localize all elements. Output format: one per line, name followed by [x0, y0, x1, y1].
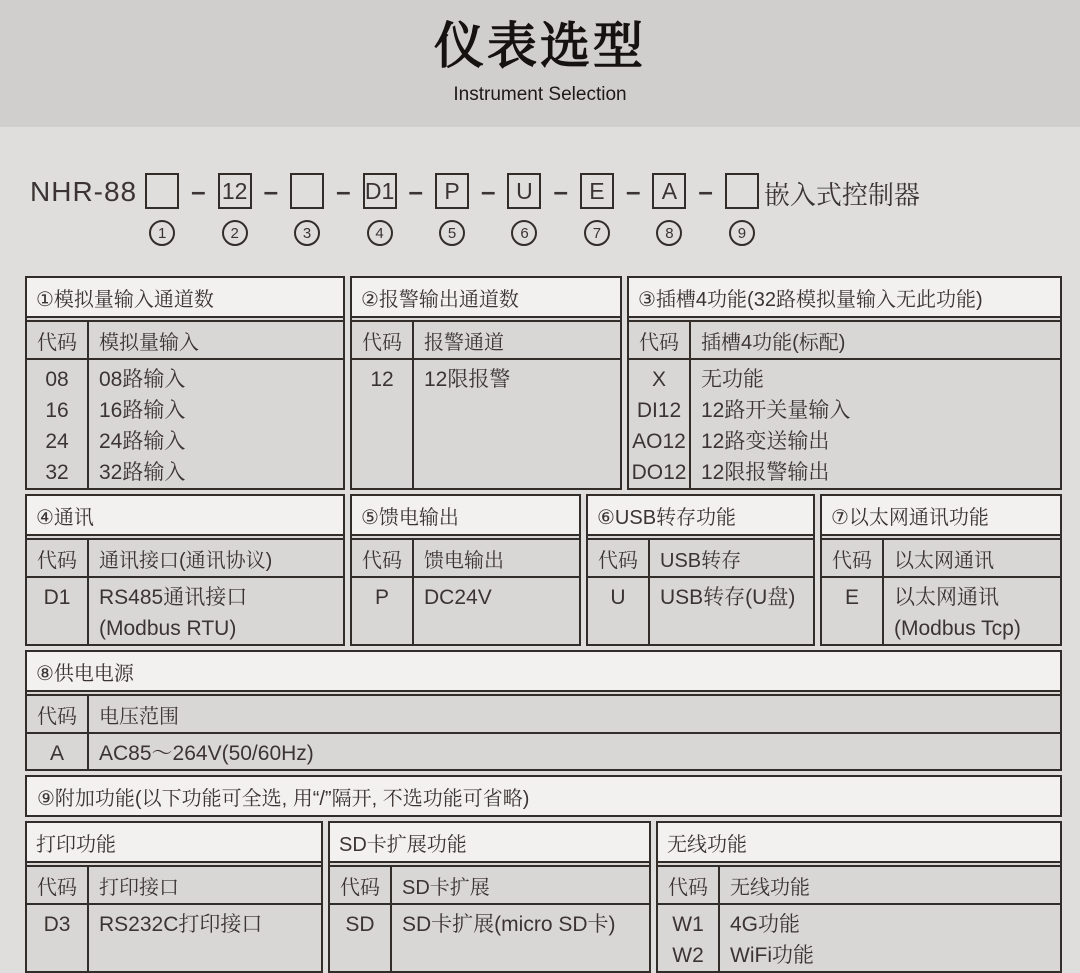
model-box-5: P: [435, 173, 469, 209]
section-title: ①模拟量输入通道数: [27, 278, 343, 318]
page-subtitle: Instrument Selection: [453, 84, 627, 105]
section-wireless: [656, 821, 1062, 973]
code-cell: [588, 578, 650, 644]
label-value: 以太网通讯: [894, 586, 999, 609]
label-value: SD卡扩展(micro SD卡): [402, 913, 616, 936]
section-title: ⑥USB转存功能: [588, 496, 813, 536]
model-box-1: [145, 173, 179, 209]
column-header-label: 无线功能: [720, 867, 1060, 905]
model-dash: –: [553, 175, 568, 206]
band-3: [25, 650, 1062, 771]
label-cell: [89, 734, 1060, 769]
model-slot-9: [725, 173, 759, 246]
label-cell: [691, 360, 1060, 488]
model-slot-6: [507, 173, 541, 246]
section-analog-input: [25, 276, 345, 490]
code-value: P: [374, 586, 389, 609]
slot-number-3: 3: [294, 220, 320, 246]
label-value: 08路输入: [99, 368, 186, 391]
label-value: 32路输入: [99, 461, 186, 484]
section-feed-power-output: [350, 494, 581, 646]
model-dash: –: [263, 175, 279, 206]
model-box-2: 12: [218, 173, 252, 209]
section-power-supply: [25, 650, 1062, 771]
label-value: 12限报警: [424, 368, 511, 391]
section-title: 无线功能: [658, 823, 1060, 863]
column-header-label: 插槽4功能(标配): [691, 322, 1060, 360]
code-value: A: [49, 742, 64, 765]
slot-number-4: 4: [367, 220, 393, 246]
code-value: 24: [45, 430, 69, 453]
column-header-label: SD卡扩展: [392, 867, 649, 905]
label-cell: [392, 905, 649, 971]
slot-number-6: 6: [511, 220, 537, 246]
code-value: 08: [45, 368, 69, 391]
code-cell: [822, 578, 884, 644]
model-dash: –: [481, 175, 496, 206]
code-value: SD: [345, 913, 375, 936]
label-value: DC24V: [424, 586, 492, 609]
column-header-label: 馈电输出: [414, 540, 579, 578]
model-box-4: D1: [363, 173, 397, 209]
label-value: (Modbus RTU): [99, 617, 237, 640]
label-value: RS485通讯接口: [99, 586, 248, 609]
section-title: ⑤馈电输出: [352, 496, 579, 536]
label-value: AC85～264V(50/60Hz): [99, 742, 314, 765]
slot-number-1: 1: [149, 220, 175, 246]
model-slot-1: [145, 173, 179, 246]
code-value: D1: [43, 586, 71, 609]
section-print-function: [25, 821, 323, 973]
section-title: ⑧供电电源: [27, 652, 1060, 692]
model-dash: –: [191, 175, 206, 206]
code-cell: [27, 360, 89, 488]
slot-number-5: 5: [439, 220, 465, 246]
band-4: [25, 821, 1062, 973]
section-slot4-function: [627, 276, 1062, 490]
model-box-9: [725, 173, 759, 209]
column-header-label: 电压范围: [89, 696, 1060, 734]
code-value: W1: [672, 913, 704, 936]
slot-number-7: 7: [584, 220, 610, 246]
header-band: [0, 0, 1080, 127]
section-title: 打印功能: [27, 823, 321, 863]
column-header-code: 代码: [27, 696, 89, 734]
label-cell: [414, 578, 579, 644]
section-additional-functions-title: ⑨附加功能(以下功能可全选, 用“/”隔开, 不选功能可省略): [25, 775, 1062, 817]
section-title: SD卡扩展功能: [330, 823, 649, 863]
column-header-label: 模拟量输入: [89, 322, 343, 360]
model-slot-8: [652, 173, 686, 246]
code-cell: [27, 734, 89, 769]
code-value: 12: [370, 368, 394, 391]
section-title: ⑦以太网通讯功能: [822, 496, 1060, 536]
section-title: ④通讯: [27, 496, 343, 536]
model-box-6: U: [507, 173, 541, 209]
code-value: DI12: [636, 399, 682, 422]
model-slot-3: [290, 173, 324, 246]
section-title: ②报警输出通道数: [352, 278, 620, 318]
page-title: 仪表选型: [434, 18, 646, 74]
section-ethernet: [820, 494, 1062, 646]
section-communication: [25, 494, 345, 646]
code-value: AO12: [632, 430, 686, 453]
column-header-label: 打印接口: [89, 867, 321, 905]
label-value: 12路变送输出: [701, 430, 830, 453]
code-value: D3: [43, 913, 71, 936]
model-slot-7: [580, 173, 614, 246]
column-header-label: 报警通道: [414, 322, 620, 360]
column-header-code: 代码: [588, 540, 650, 578]
code-value: 16: [45, 399, 69, 422]
model-prefix: NHR-88: [30, 176, 138, 207]
model-code-line: [30, 173, 1062, 246]
model-box-8: A: [652, 173, 686, 209]
slot-number-9: 9: [729, 220, 755, 246]
code-value: DO12: [631, 461, 687, 484]
code-value: X: [651, 368, 666, 391]
code-cell: [330, 905, 392, 971]
label-value: 16路输入: [99, 399, 186, 422]
label-value: 4G功能: [730, 913, 801, 936]
code-cell: [352, 578, 414, 644]
label-cell: [414, 360, 620, 488]
code-cell: [658, 905, 720, 971]
label-cell: [89, 578, 343, 644]
label-value: 12路开关量输入: [701, 399, 851, 422]
label-cell: [720, 905, 1060, 971]
model-box-7: E: [580, 173, 614, 209]
column-header-label: USB转存: [650, 540, 813, 578]
label-value: 无功能: [701, 368, 764, 391]
model-slot-4: [363, 173, 397, 246]
code-cell: [352, 360, 414, 488]
label-cell: [650, 578, 813, 644]
code-cell: [27, 578, 89, 644]
model-dash: –: [625, 175, 641, 206]
section-sd-card: [328, 821, 651, 973]
label-cell: [89, 905, 321, 971]
label-value: (Modbus Tcp): [894, 617, 1021, 640]
code-cell: [629, 360, 691, 488]
slot-number-2: 2: [222, 220, 248, 246]
model-dash: –: [408, 175, 424, 206]
code-value: U: [610, 586, 626, 609]
section-usb-transfer: [586, 494, 815, 646]
model-box-3: [290, 173, 324, 209]
model-dash: –: [336, 175, 351, 206]
code-cell: [27, 905, 89, 971]
label-cell: [884, 578, 1060, 644]
content-area: [0, 173, 1080, 973]
label-value: 12限报警输出: [701, 461, 830, 484]
column-header-code: 代码: [330, 867, 392, 905]
column-header-code: 代码: [27, 540, 89, 578]
model-slot-5: [435, 173, 469, 246]
code-value: E: [844, 586, 859, 609]
column-header-code: 代码: [658, 867, 720, 905]
label-cell: [89, 360, 343, 488]
model-dash: –: [698, 175, 713, 206]
column-header-code: 代码: [27, 322, 89, 360]
column-header-code: 代码: [352, 540, 414, 578]
column-header-code: 代码: [629, 322, 691, 360]
column-header-label: 通讯接口(通讯协议): [89, 540, 343, 578]
band-2: [25, 494, 1062, 646]
code-value: W2: [672, 944, 704, 967]
label-value: RS232C打印接口: [99, 913, 263, 936]
column-header-code: 代码: [822, 540, 884, 578]
section-title: ③插槽4功能(32路模拟量输入无此功能): [629, 278, 1060, 318]
column-header-code: 代码: [27, 867, 89, 905]
code-value: 32: [45, 461, 69, 484]
model-suffix: 嵌入式控制器: [763, 179, 920, 210]
band-1: [25, 276, 1062, 490]
selection-tables: [25, 276, 1062, 973]
label-value: WiFi功能: [730, 944, 814, 967]
label-value: USB转存(U盘): [660, 586, 796, 609]
model-slot-2: [218, 173, 252, 246]
slot-number-8: 8: [656, 220, 682, 246]
section-alarm-output: [350, 276, 622, 490]
column-header-code: 代码: [352, 322, 414, 360]
column-header-label: 以太网通讯: [884, 540, 1060, 578]
label-value: 24路输入: [99, 430, 186, 453]
